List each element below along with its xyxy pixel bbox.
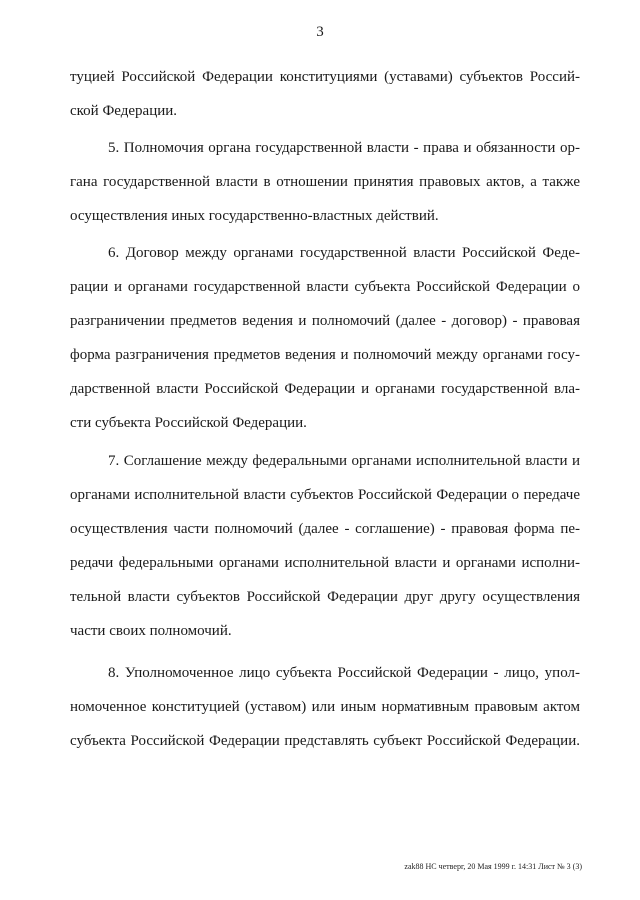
text-line: субъекта Российской Федерации представлять субъект Российской Федерации. — [70, 733, 580, 749]
text-line: номоченное конституцией (уставом) или иным нормативным правовым актом — [70, 699, 580, 715]
text-line: ской Федерации. — [70, 103, 178, 119]
text-line: части своих полномочий. — [70, 623, 232, 639]
paragraph-first-line: 8. Уполномоченное лицо субъекта Российской Федерации - лицо, упол- — [108, 665, 580, 681]
text-line: органами исполнительной власти субъектов Российской Федерации о передаче — [70, 487, 580, 503]
text-line: осуществления части полномочий (далее - соглашение) - правовая форма пе- — [70, 521, 580, 537]
text-line: дарственной власти Российской Федерации и органами государственной вла- — [70, 381, 580, 397]
page-footer: zak88 НС четверг, 20 Мая 1999 г. 14:31 Лист № 3 (3) — [404, 862, 582, 871]
text-line: гана государственной власти в отношении принятия правовых актов, а также — [70, 174, 580, 190]
text-line: сти субъекта Российской Федерации. — [70, 415, 307, 431]
paragraph-first-line: 6. Договор между органами государственной власти Российской Феде- — [108, 245, 580, 261]
text-line: форма разграничения предметов ведения и полномочий между органами госу- — [70, 347, 580, 363]
paragraph-first-line: 5. Полномочия органа государственной власти - права и обязанности ор- — [108, 140, 580, 156]
paragraph-first-line: 7. Соглашение между федеральными органами исполнительной власти и — [108, 453, 580, 469]
text-line: рации и органами государственной власти субъекта Российской Федерации о — [70, 279, 580, 295]
page-number: 3 — [316, 24, 324, 40]
text-line: туцией Российской Федерации конституциями (уставами) субъектов Россий- — [70, 69, 580, 85]
text-line: редачи федеральными органами исполнительной власти и органами исполни- — [70, 555, 580, 571]
text-line: разграничении предметов ведения и полномочий (далее - договор) - правовая — [70, 313, 580, 329]
text-line: осуществления иных государственно-властных действий. — [70, 208, 439, 224]
text-line: тельной власти субъектов Российской Федерации друг другу осуществления — [70, 589, 580, 605]
